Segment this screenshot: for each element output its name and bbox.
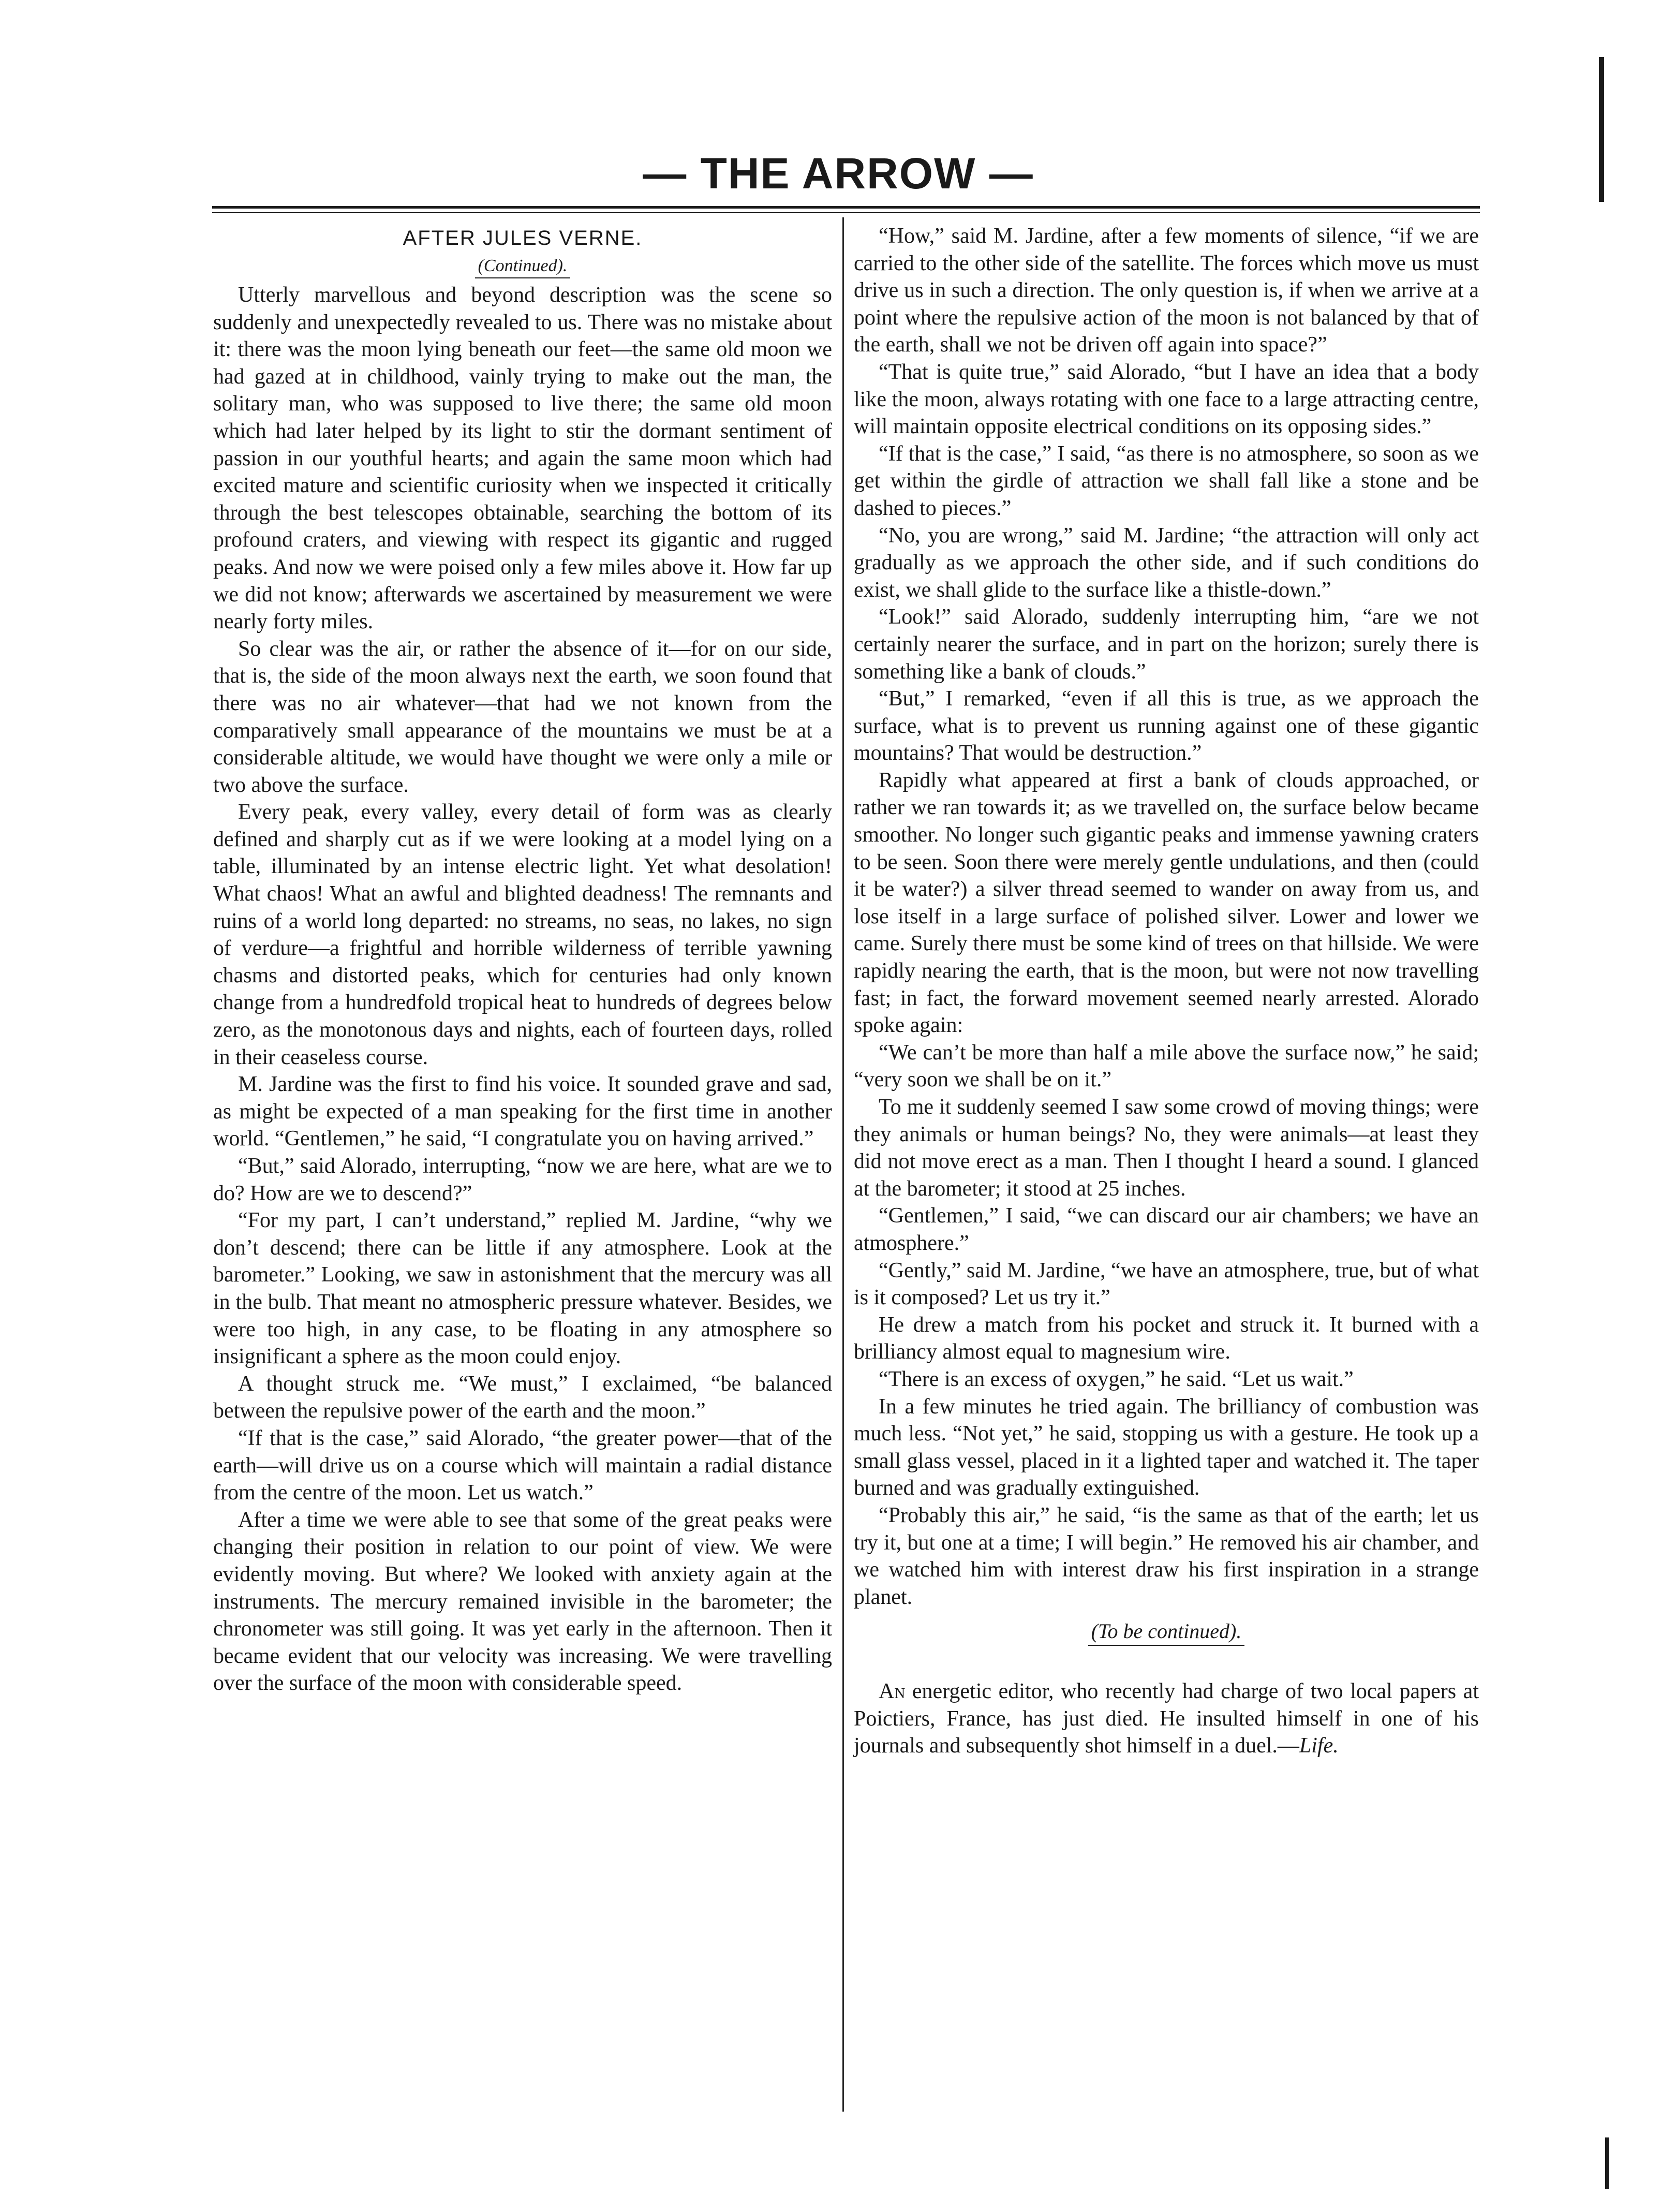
article-title: AFTER JULES VERNE. xyxy=(403,227,643,249)
filler-paragraph xyxy=(854,1678,1479,1760)
scan-edge-mark xyxy=(1599,57,1604,202)
right-column xyxy=(854,223,1479,1760)
article-paragraph: “There is an excess of oxygen,” he said. “Let us wait.” xyxy=(879,1367,1354,1391)
article-paragraph: “But,” said Alorado, interrupting, “now we are here, what are we to do? How are we to descend?” xyxy=(213,1154,832,1205)
article-paragraph: Every peak, every valley, every detail of form was as clearly defined and sharply cut as if we were looking at a model lying on a table, illuminated by an intense electric light. Yet what desolation! What chaos! What an awful and blighted deadness! The remnants and ruins of a world long departed: no streams, no seas, no lakes, no sign of verdure—a frightful and horrible wilderness of terrible yawning chasms and distorted peaks, which for centuries had only known change from a hundredfold tropical heat to hundreds of degrees below zero, as the monotonous days and nights, each of fourteen days, rolled in their ceaseless course. xyxy=(213,800,832,1069)
to-be-continued-note: (To be continued). xyxy=(854,1616,1479,1647)
article-paragraph: “How,” said M. Jardine, after a few moments of silence, “if we are carried to the other side of the satellite. The forces which move us must drive us in such a direction. The only question is, if when we arrive at a point where the repulsive action of the moon is not balanced by that of the earth, shall we not be driven off again into space?” xyxy=(854,224,1479,357)
column-divider xyxy=(842,217,844,2112)
article-paragraph: “Gently,” said M. Jardine, “we have an atmosphere, true, but of what is it composed? Let us try it.” xyxy=(854,1258,1479,1310)
article-paragraph: “But,” I remarked, “even if all this is true, as we approach the surface, what is to prevent us running against one of these gigantic mountains? That would be destruction.” xyxy=(854,687,1479,765)
article-paragraph: “Look!” said Alorado, suddenly interrupting him, “are we not certainly nearer the surface, and in part on the horizon; surely there is something like a bank of clouds.” xyxy=(854,605,1479,684)
filler-source: Life. xyxy=(1299,1734,1339,1758)
article-paragraph: So clear was the air, or rather the absence of it—for on our side, that is, the side of the moon always next the earth, we soon found that there was no air whatever—that had we not known from the comparatively small appearance of the mountains we must be at a considerable altitude, we would have thought we were only a mile or two above the surface. xyxy=(213,637,832,797)
article-paragraph: In a few minutes he tried again. The brilliancy of combustion was much less. “Not yet,” he said, stopping us with a gesture. He took up a small glass vessel, placed in it a lighted taper and watched it. The taper burned and was gradually extinguished. xyxy=(854,1394,1479,1500)
article-paragraph: “That is quite true,” said Alorado, “but I have an idea that a body like the moon, always rotating with one face to a large attracting centre, will maintain opposite electrical conditions on its opposing sides.” xyxy=(854,360,1479,439)
article-paragraph: M. Jardine was the first to find his voice. It sounded grave and sad, as might be expected of a man speaking for the first time in another world. “Gentlemen,” he said, “I congratulate you on having arrived.” xyxy=(213,1072,832,1151)
masthead-rule-thick xyxy=(212,206,1480,209)
article-paragraph: He drew a match from his pocket and struck it. It burned with a brilliancy almost equal to magnesium wire. xyxy=(854,1313,1479,1364)
article-paragraph: “For my part, I can’t understand,” replied M. Jardine, “why we don’t descend; there can be little if any atmosphere. Look at the barometer.” Looking, we saw in astonishment that the mercury was all in the bulb. That meant no atmospheric pressure whatever. Besides, we were too high, in any case, to be floating in any atmosphere so insignificant a sphere as the moon could enjoy. xyxy=(213,1208,832,1369)
article-paragraph: “Probably this air,” he said, “is the same as that of the earth; let us try it, but one at a time; I will begin.” He removed his air chamber, and we watched him with interest draw his first inspiration in a strange planet. xyxy=(854,1503,1479,1609)
article-paragraph: To me it suddenly seemed I saw some crowd of moving things; were they animals or human beings? No, they were animals—at least they did not move erect as a man. Then I thought I heard a sound. I glanced at the barometer; it stood at 25 inches. xyxy=(854,1095,1479,1201)
article-paragraph: “If that is the case,” I said, “as there is no atmosphere, so soon as we get within the girdle of attraction we shall fall like a stone and be dashed to pieces.” xyxy=(854,441,1479,520)
article-paragraph: Rapidly what appeared at first a bank of clouds approached, or rather we ran towards it; as we travelled on, the surface below became smoother. No longer such gigantic peaks and immense yawning craters to be seen. Soon there were merely gentle undulations, and then (could it be water?) a silver thread seemed to wander on away from us, and lose itself in a large surface of polished silver. Lower and lower we came. Surely there must be some kind of trees on that hillside. We were rapidly nearing the earth, that is the moon, but were not now travelling fast; in fact, the forward movement seemed nearly arrested. Alorado spoke again: xyxy=(854,768,1479,1038)
scan-edge-mark xyxy=(1605,2137,1609,2189)
masthead-rule-thin xyxy=(212,212,1480,213)
article-paragraph: “If that is the case,” said Alorado, “the greater power—that of the earth—will drive us on a course which will maintain a radial distance from the centre of the moon. Let us watch.” xyxy=(213,1426,832,1505)
continued-note: (Continued). xyxy=(213,255,832,277)
article-paragraph: After a time we were able to see that some of the great peaks were changing their position in relation to our point of view. We were evidently moving. But where? We looked with anxiety again at the instruments. The mercury remained invisible in the barometer; the chronometer was still going. It was yet early in the afternoon. Then it became evident that our velocity was increasing. We were travelling over the surface of the moon with considerable speed. xyxy=(213,1508,832,1695)
article-paragraph: A thought struck me. “We must,” I exclaimed, “be balanced between the repulsive power of the earth and the moon.” xyxy=(213,1372,832,1423)
masthead-title: — THE ARROW — xyxy=(643,149,1034,198)
article-paragraph: “We can’t be more than half a mile above the surface now,” he said; “very soon we shall be on it.” xyxy=(854,1040,1479,1092)
filler-text: energetic editor, who recently had charge of two local papers at Poictiers, France, has just died. He insulted himself in one of his journals and subsequently shot himself in a duel.— xyxy=(854,1679,1479,1758)
left-column xyxy=(213,223,832,1697)
article-paragraph: Utterly marvellous and beyond description was the scene so suddenly and unexpectedly revealed to us. There was no mistake about it: there was the moon lying beneath our feet—the same old moon we had gazed at in childhood, vainly trying to make out the man, the solitary man, who was supposed to live there; the same old moon which had later helped by its light to stir the dormant sentiment of passion in our youthful hearts; and again the same moon which had excited mature and scientific curiosity when we inspected it critically through the best telescopes obtainable, searching the bottom of its profound craters, and viewing with respect its gigantic and rugged peaks. And now we were poised only a few miles above it. How far up we did not know; afterwards we ascertained by measurement we were nearly forty miles. xyxy=(213,283,832,634)
filler-lead: An xyxy=(879,1679,906,1704)
article-paragraph: “Gentlemen,” I said, “we can discard our air chambers; we have an atmosphere.” xyxy=(854,1204,1479,1255)
article-paragraph: “No, you are wrong,” said M. Jardine; “the attraction will only act gradually as we approach the other side, and if such conditions do exist, we shall glide to the surface like a thistle-down.” xyxy=(854,523,1479,602)
